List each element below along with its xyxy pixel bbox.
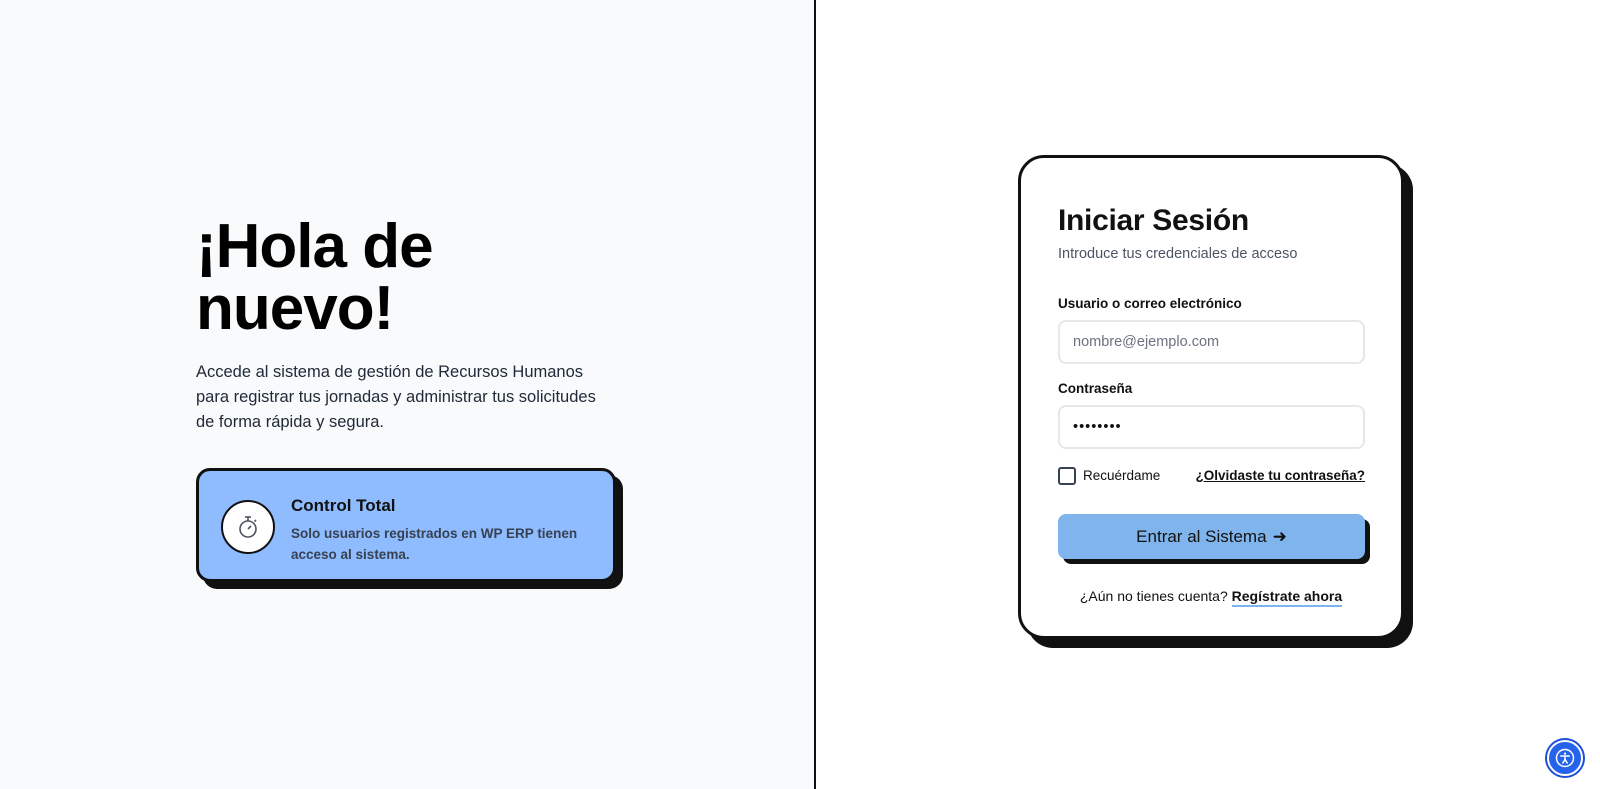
register-link[interactable]: Regístrate ahora: [1232, 588, 1342, 607]
register-row: [1021, 588, 1401, 604]
remember-checkbox[interactable]: [1058, 467, 1076, 485]
submit-button[interactable]: [1058, 514, 1365, 559]
feature-card: [196, 468, 616, 582]
hero-title: ¡Hola de nuevo!: [196, 212, 433, 343]
password-label: Contraseña: [1058, 381, 1133, 396]
feature-title: Control Total: [291, 496, 396, 515]
stopwatch-icon: [221, 500, 275, 554]
accessibility-icon: [1555, 748, 1575, 768]
submit-label: Entrar al Sistema: [1136, 526, 1267, 546]
accessibility-button[interactable]: [1547, 740, 1583, 776]
username-input[interactable]: [1058, 320, 1365, 364]
feature-description: Solo usuarios registrados en WP ERP tienen acceso al sistema.: [291, 526, 578, 562]
password-input[interactable]: [1058, 405, 1365, 449]
register-prompt: ¿Aún no tienes cuenta?: [1079, 588, 1228, 604]
login-card: [1018, 155, 1404, 639]
username-label: Usuario o correo electrónico: [1058, 296, 1242, 311]
login-subtitle: Introduce tus credenciales de acceso: [1058, 246, 1298, 262]
remember-row: [1058, 466, 1365, 486]
login-title: Iniciar Sesión: [1058, 204, 1249, 237]
forgot-password-link[interactable]: ¿Olvidaste tu contraseña?: [1195, 468, 1365, 483]
arrow-right-icon: ➜: [1272, 526, 1287, 546]
remember-label[interactable]: Recuérdame: [1083, 468, 1161, 483]
hero-description: Accede al sistema de gestión de Recursos Humanos para registrar tus jornadas y administrar tus solicitudes de forma rápida y segura.: [196, 363, 596, 431]
